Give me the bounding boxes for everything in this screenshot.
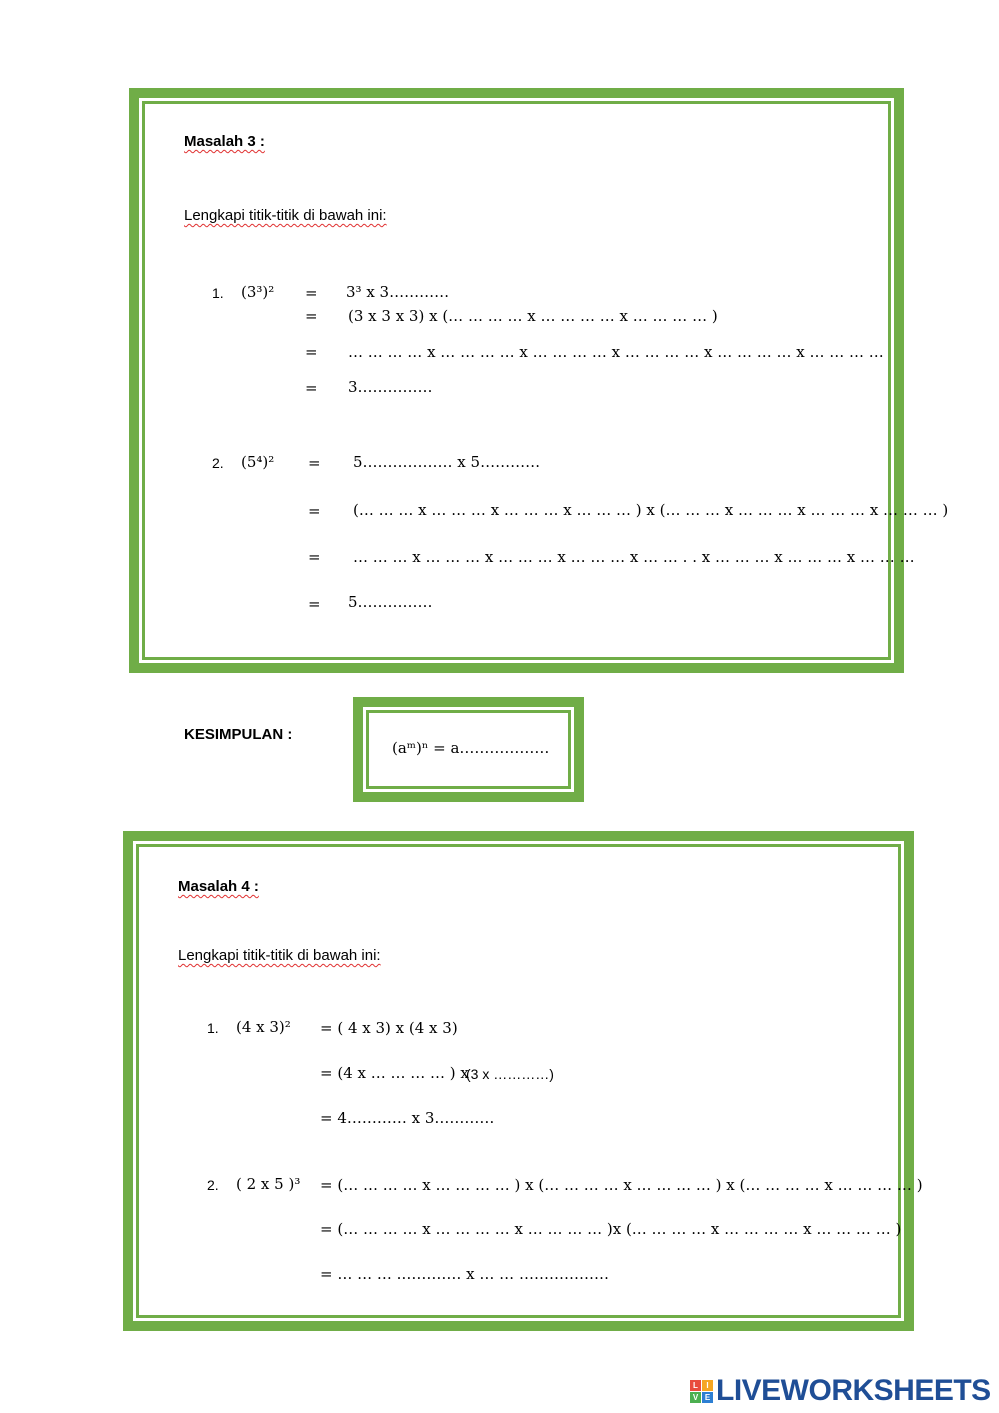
- logo-text: LIVEWORKSHEETS: [716, 1374, 991, 1407]
- problem-3-frame: [129, 88, 904, 673]
- p3-q2-step3[interactable]: … … … x … … … x … … … x … … … x … … . . x … … … x … … … x … … …: [353, 548, 915, 566]
- p3-q2-step1[interactable]: 5……………… x 5…………: [353, 453, 541, 471]
- equals-sign: =: [308, 548, 321, 566]
- p3-q2-number: 2.: [212, 455, 224, 471]
- conclusion-formula[interactable]: (aᵐ)ⁿ = a………………: [392, 739, 550, 757]
- p4-q1-step2[interactable]: = (4 x … … … … ) x: [320, 1064, 469, 1082]
- p4-q2-lhs: ( 2 x 5 )³: [236, 1175, 301, 1193]
- p4-q2-step3[interactable]: = … … … .………… x … … ………………: [320, 1265, 609, 1283]
- conclusion-label: KESIMPULAN :: [184, 726, 293, 743]
- equals-sign: =: [305, 343, 318, 361]
- p3-q2-lhs: (5⁴)²: [241, 453, 275, 471]
- p4-q2-step2[interactable]: = (… … … … x … … … … x … … … … )x (… … … … x … … … … x … … … … ): [320, 1220, 902, 1238]
- logo-letter: V: [690, 1392, 701, 1403]
- p3-q1-lhs: (3³)²: [241, 283, 275, 301]
- p4-q2-step1[interactable]: = (… … … … x … … … … ) x (… … … … x … … … … ) x (… … … … x … … … … ): [320, 1176, 923, 1194]
- p4-q1-lhs: (4 x 3)²: [236, 1018, 291, 1036]
- equals-sign: =: [305, 379, 318, 397]
- problem-4-heading: Masalah 4 :: [178, 878, 259, 895]
- equals-sign: =: [308, 595, 321, 613]
- logo-letter: E: [702, 1392, 713, 1403]
- p3-q1-step4[interactable]: 3……………: [348, 378, 433, 396]
- p3-q1-step3[interactable]: … … … … x … … … … x … … … … x … … … … x … … … … x … … … …: [348, 343, 884, 361]
- problem-3-instruction: Lengkapi titik-titik di bawah ini:: [184, 207, 387, 224]
- equals-sign: =: [308, 502, 321, 520]
- p4-q2-number: 2.: [207, 1177, 219, 1193]
- p3-q2-step4[interactable]: 5……………: [348, 593, 433, 611]
- logo-letter: L: [690, 1380, 701, 1391]
- problem-3-heading: Masalah 3 :: [184, 133, 265, 150]
- p4-q1-number: 1.: [207, 1020, 219, 1036]
- problem-4-instruction: Lengkapi titik-titik di bawah ini:: [178, 947, 381, 964]
- p3-q1-number: 1.: [212, 285, 224, 301]
- p4-q1-step3[interactable]: = 4………… x 3…………: [320, 1109, 495, 1127]
- equals-sign: =: [305, 284, 318, 302]
- p4-q1-step2-tail[interactable]: (3 x …………): [466, 1066, 554, 1082]
- p4-q1-step1: = ( 4 x 3) x (4 x 3): [320, 1019, 458, 1037]
- logo-letter: I: [702, 1380, 713, 1391]
- p3-q1-step1: 3³ x 3…………: [346, 283, 450, 301]
- logo-mark-icon: [690, 1380, 713, 1403]
- equals-sign: =: [305, 307, 318, 325]
- liveworksheets-logo: [690, 1374, 991, 1408]
- equals-sign: =: [308, 454, 321, 472]
- p3-q1-step2: (3 x 3 x 3) x (… … … … x … … … … x … … … … ): [348, 307, 718, 325]
- p3-q2-step2[interactable]: (… … … x … … … x … … … x … … … ) x (… … … x … … … x … … … x … … … ): [353, 501, 949, 519]
